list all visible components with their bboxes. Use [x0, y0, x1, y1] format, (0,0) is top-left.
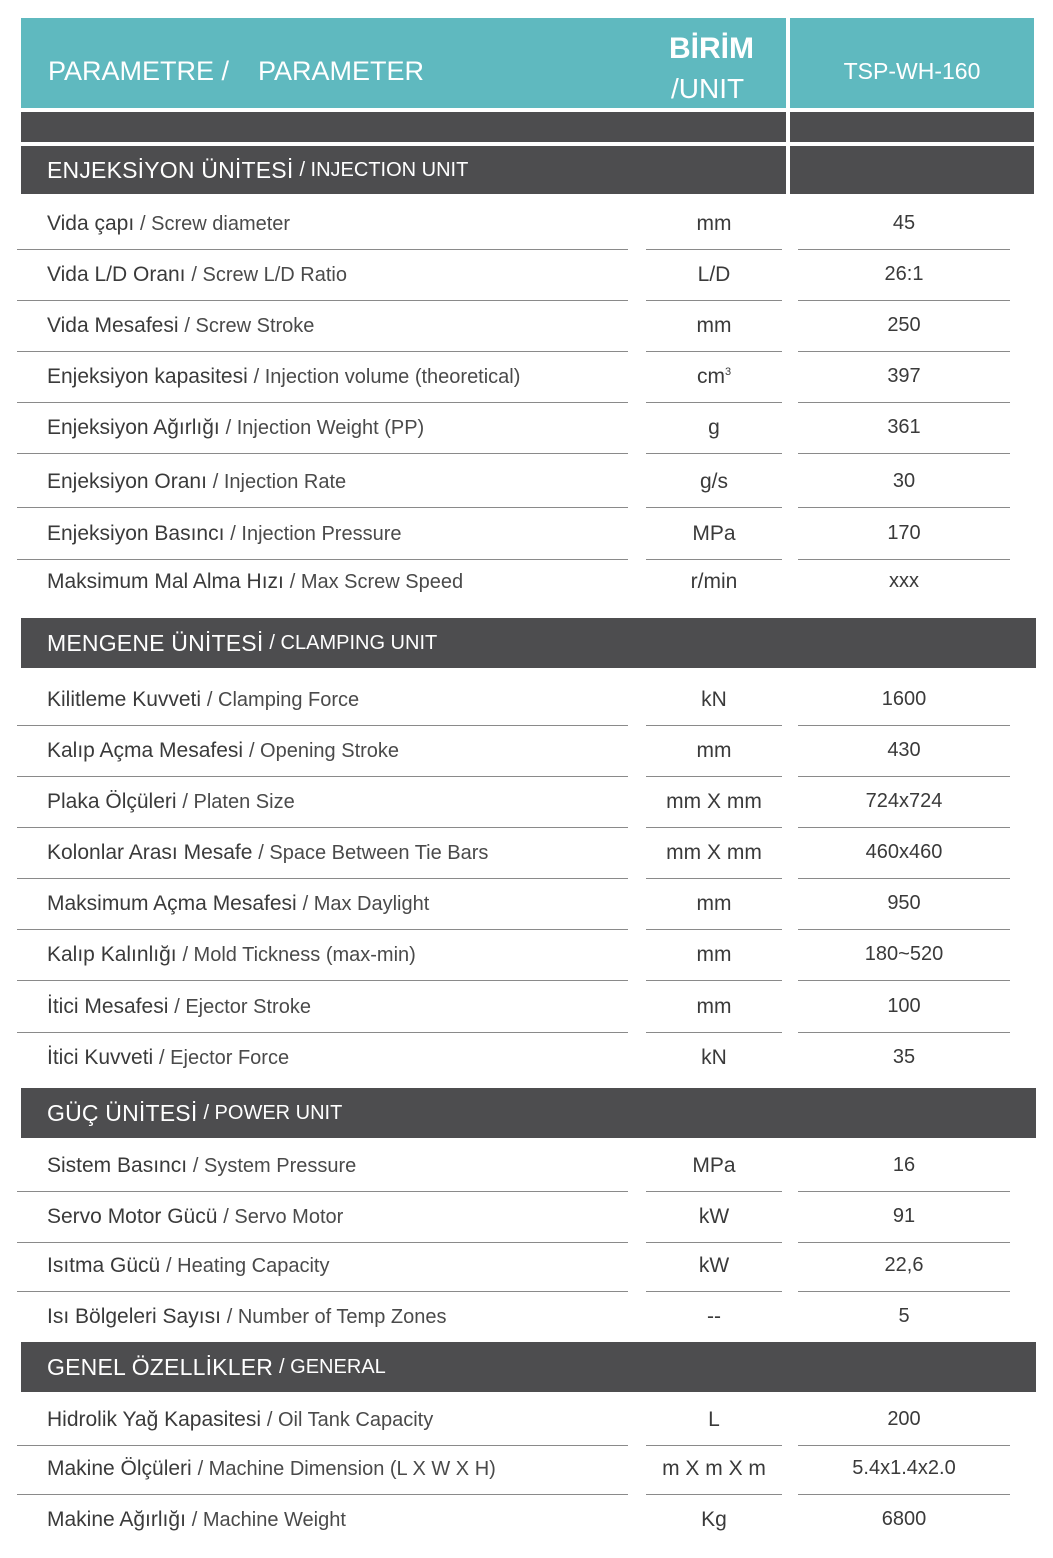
row-value: xxx [889, 570, 919, 592]
row-divider [646, 300, 782, 301]
table-row [0, 983, 1053, 1033]
row-label-tr: Kalıp Açma Mesafesi [47, 739, 244, 762]
row-value: 22,6 [884, 1254, 924, 1276]
row-value: 250 [887, 314, 921, 336]
row-divider [17, 827, 628, 828]
row-divider [646, 776, 782, 777]
row-divider [17, 929, 628, 930]
row-label-en: / System Pressure [192, 1155, 357, 1177]
row-unit [646, 1254, 782, 1278]
row-value: 950 [887, 892, 921, 914]
row-unit-text: L [708, 1408, 720, 1431]
row-divider [646, 827, 782, 828]
row-label-en: / Injection Rate [212, 471, 347, 493]
row-value: 180~520 [864, 943, 944, 965]
row-divider [798, 507, 1010, 508]
row-divider [646, 878, 782, 879]
row-divider [17, 980, 628, 981]
row-divider [17, 507, 628, 508]
row-unit-text: g [708, 416, 720, 439]
row-label-tr: Vida Mesafesi [47, 314, 179, 337]
row-unit-text: mm [696, 995, 732, 1018]
row-unit [646, 570, 782, 594]
row-label-en: / Opening Stroke [248, 740, 400, 762]
row-divider [798, 1291, 1010, 1292]
header-unit-tr: BİRİM [669, 32, 754, 65]
row-label [47, 688, 359, 712]
header-divider-bar [21, 112, 786, 142]
row-label [47, 416, 424, 440]
row-value: 16 [892, 1154, 916, 1176]
row-label-tr: Sistem Basıncı [47, 1154, 188, 1177]
row-unit [646, 416, 782, 440]
row-unit-text: kW [698, 1254, 730, 1277]
row-label-en: / Max Screw Speed [289, 571, 464, 593]
header-unit-en: /UNIT [671, 73, 745, 104]
row-divider [17, 351, 628, 352]
section-title-tr: GENEL ÖZELLİKLER [47, 1353, 274, 1380]
row-divider [646, 351, 782, 352]
row-label [47, 1205, 343, 1229]
row-divider [17, 725, 628, 726]
row-divider [646, 1291, 782, 1292]
table-header-model [790, 18, 1034, 108]
section-header-power [21, 1088, 1036, 1138]
row-unit-text: -- [707, 1305, 721, 1328]
section-header-injection [21, 146, 786, 194]
row-label [47, 1408, 433, 1432]
row-unit [646, 739, 782, 763]
row-label-tr: Isı Bölgeleri Sayısı [47, 1305, 221, 1328]
row-divider [798, 827, 1010, 828]
row-label-en: / Space Between Tie Bars [258, 842, 489, 864]
row-label-tr: Makine Ölçüleri [47, 1457, 192, 1480]
row-label-tr: Vida çapı [47, 212, 135, 235]
row-label [47, 1457, 496, 1481]
row-unit-text: MPa [692, 1154, 736, 1177]
row-unit-text: L/D [697, 263, 731, 286]
row-label-tr: Servo Motor Gücü [47, 1205, 218, 1228]
row-label [47, 522, 401, 546]
header-parameter-tr: PARAMETRE / [48, 56, 230, 86]
row-unit [646, 470, 782, 494]
row-unit-text: r/min [690, 570, 738, 593]
row-label-en: / Machine Dimension (L X W X H) [197, 1458, 496, 1480]
row-unit-text: cm [696, 365, 725, 388]
row-unit-text: mm X mm [666, 841, 762, 864]
row-label-en: / Screw L/D Ratio [191, 264, 347, 286]
row-value: 724x724 [865, 790, 943, 812]
row-divider [798, 776, 1010, 777]
row-unit [646, 1046, 782, 1070]
row-label-tr: Kilitleme Kuvveti [47, 688, 202, 711]
row-unit [646, 790, 782, 814]
row-label [47, 1254, 329, 1278]
row-unit-text: mm [696, 892, 732, 915]
row-unit-text: g/s [699, 470, 728, 493]
row-label-en: / Servo Motor [223, 1206, 344, 1228]
row-unit [646, 1457, 782, 1481]
row-label-tr: Enjeksiyon Oranı [47, 470, 207, 493]
table-row [0, 1142, 1053, 1192]
row-unit-text: mm [696, 943, 732, 966]
row-label-en: / Max Daylight [302, 893, 430, 915]
row-divider [798, 878, 1010, 879]
section-header-general [21, 1342, 1036, 1392]
row-value: 397 [887, 365, 921, 387]
row-value: 5 [898, 1305, 910, 1327]
table-row [0, 778, 1053, 828]
row-unit-text: Kg [701, 1508, 727, 1531]
row-label-tr: Enjeksiyon Ağırlığı [47, 416, 220, 439]
section-title-en: / INJECTION UNIT [299, 158, 469, 181]
row-divider [798, 300, 1010, 301]
row-divider [646, 980, 782, 981]
row-divider [646, 1191, 782, 1192]
row-value: 200 [887, 1408, 921, 1430]
row-divider [798, 453, 1010, 454]
row-label-en: / Oil Tank Capacity [266, 1409, 434, 1431]
row-divider [17, 402, 628, 403]
row-unit [646, 1408, 782, 1432]
row-divider [646, 402, 782, 403]
row-label-tr: Isıtma Gücü [47, 1254, 161, 1277]
row-label-tr: Enjeksiyon kapasitesi [47, 365, 248, 388]
row-unit [646, 522, 782, 546]
header-model-name: TSP-WH-160 [843, 58, 981, 84]
unit-superscript: 3 [724, 366, 732, 378]
row-unit [646, 1305, 782, 1329]
row-label-en: / Heating Capacity [166, 1255, 330, 1277]
row-label [47, 790, 295, 814]
table-row [0, 458, 1053, 508]
table-row [0, 880, 1053, 930]
row-label-en: / Screw diameter [140, 213, 291, 235]
section-header-clamping [21, 618, 1036, 668]
row-label-en: / Screw Stroke [184, 315, 315, 337]
table-row [0, 251, 1053, 301]
row-value: 35 [892, 1046, 916, 1068]
row-unit [646, 841, 782, 865]
row-label-tr: Hidrolik Yağ Kapasitesi [47, 1408, 261, 1431]
row-label-tr: Maksimum Mal Alma Hızı [47, 570, 284, 593]
row-divider [798, 980, 1010, 981]
row-divider [798, 1494, 1010, 1495]
row-label [47, 841, 488, 865]
row-label-tr: Kalıp Kalınlığı [47, 943, 177, 966]
table-row [0, 1496, 1053, 1546]
row-label-en: / Mold Tickness (max-min) [182, 944, 416, 966]
table-row [0, 829, 1053, 879]
section-title-en: / POWER UNIT [203, 1101, 343, 1124]
table-row [0, 353, 1053, 403]
table-row [0, 302, 1053, 352]
row-label-en: / Machine Weight [191, 1509, 346, 1531]
section-title-tr: ENJEKSİYON ÜNİTESİ [47, 156, 294, 183]
row-value: 430 [887, 739, 921, 761]
row-divider [646, 453, 782, 454]
row-unit [646, 212, 782, 236]
row-divider [798, 402, 1010, 403]
row-unit [646, 365, 782, 389]
section-title-en: / GENERAL [279, 1355, 386, 1378]
row-label-en: / Ejector Force [159, 1047, 290, 1069]
row-label-en: / Injection Pressure [230, 523, 402, 545]
row-divider [798, 351, 1010, 352]
table-row [0, 1293, 1053, 1343]
section-title-tr: GÜÇ ÜNİTESİ [47, 1099, 198, 1126]
table-row [0, 1193, 1053, 1243]
row-value: 30 [892, 470, 916, 492]
row-label [47, 1154, 356, 1178]
row-label-tr: Kolonlar Arası Mesafe [47, 841, 253, 864]
row-unit [646, 1508, 782, 1532]
table-row [0, 1034, 1053, 1084]
section-title-tr: MENGENE ÜNİTESİ [47, 629, 264, 656]
row-divider [646, 507, 782, 508]
row-label-en: / Number of Temp Zones [226, 1306, 447, 1328]
row-value: 361 [887, 416, 921, 438]
row-value: 6800 [881, 1508, 927, 1530]
row-divider [17, 878, 628, 879]
row-unit [646, 943, 782, 967]
row-label-en: / Ejector Stroke [174, 996, 311, 1018]
row-label [47, 263, 347, 287]
row-unit-text: mm X mm [666, 790, 762, 813]
row-label [47, 995, 311, 1019]
row-label-en: / Injection Weight (PP) [225, 417, 425, 439]
row-divider [798, 1032, 1010, 1033]
row-label [47, 365, 520, 389]
row-divider [17, 453, 628, 454]
row-label-tr: Plaka Ölçüleri [47, 790, 177, 813]
table-row [0, 1242, 1053, 1292]
section-header-injection-model [790, 146, 1034, 194]
row-unit-text: kW [698, 1205, 730, 1228]
row-unit [646, 263, 782, 287]
row-label-tr: Makine Ağırlığı [47, 1508, 186, 1531]
row-label-tr: Maksimum Açma Mesafesi [47, 892, 297, 915]
table-row [0, 676, 1053, 726]
row-value: 45 [892, 212, 916, 234]
table-row [0, 558, 1053, 608]
row-label-tr: İtici Kuvveti [47, 1046, 154, 1069]
row-label [47, 1508, 346, 1532]
row-unit-text: mm [696, 314, 732, 337]
row-divider [798, 725, 1010, 726]
row-divider [17, 249, 628, 250]
row-label [47, 570, 463, 594]
row-label [47, 1046, 289, 1070]
row-label-en: / Clamping Force [206, 689, 360, 711]
row-label-tr: Vida L/D Oranı [47, 263, 186, 286]
table-row [0, 510, 1053, 560]
row-label [47, 212, 290, 236]
row-unit [646, 688, 782, 712]
row-divider [17, 1032, 628, 1033]
row-unit-text: m X m X m [662, 1457, 766, 1480]
row-value: 460x460 [865, 841, 943, 863]
row-unit-text: MPa [692, 522, 736, 545]
table-row [0, 727, 1053, 777]
row-unit [646, 995, 782, 1019]
row-label [47, 739, 399, 763]
row-unit-text: mm [696, 739, 732, 762]
row-divider [646, 725, 782, 726]
row-label-en: / Platen Size [182, 791, 295, 813]
row-unit [646, 314, 782, 338]
row-divider [646, 249, 782, 250]
row-label [47, 314, 314, 338]
table-header-parameter [21, 18, 786, 108]
row-value: 5.4x1.4x2.0 [852, 1457, 956, 1479]
table-row [0, 1445, 1053, 1495]
table-row [0, 1396, 1053, 1446]
row-divider [646, 1032, 782, 1033]
row-divider [646, 929, 782, 930]
row-label-tr: Enjeksiyon Basıncı [47, 522, 225, 545]
row-divider [17, 1291, 628, 1292]
row-label-tr: İtici Mesafesi [47, 995, 169, 1018]
row-divider [798, 1191, 1010, 1192]
row-divider [17, 1494, 628, 1495]
table-row [0, 200, 1053, 250]
header-divider-bar-model [790, 112, 1034, 142]
table-row [0, 931, 1053, 981]
row-unit [646, 1205, 782, 1229]
row-divider [798, 929, 1010, 930]
row-label [47, 1305, 446, 1329]
row-divider [646, 1494, 782, 1495]
table-row [0, 404, 1053, 454]
row-label [47, 892, 429, 916]
row-unit [646, 1154, 782, 1178]
row-unit-text: kN [701, 688, 727, 711]
row-value: 26:1 [884, 263, 924, 285]
row-divider [17, 776, 628, 777]
row-value: 1600 [881, 688, 927, 710]
section-title-en: / CLAMPING UNIT [269, 631, 438, 654]
row-divider [17, 1191, 628, 1192]
row-label-en: / Injection volume (theoretical) [253, 366, 521, 388]
row-divider [17, 300, 628, 301]
row-value: 100 [887, 995, 921, 1017]
row-unit [646, 892, 782, 916]
row-unit-text: kN [701, 1046, 727, 1069]
row-unit-text: mm [696, 212, 732, 235]
row-divider [798, 249, 1010, 250]
row-label [47, 943, 416, 967]
row-label [47, 470, 346, 494]
header-parameter-en: PARAMETER [258, 56, 425, 86]
row-value: 170 [887, 522, 921, 544]
row-value: 91 [892, 1205, 916, 1227]
